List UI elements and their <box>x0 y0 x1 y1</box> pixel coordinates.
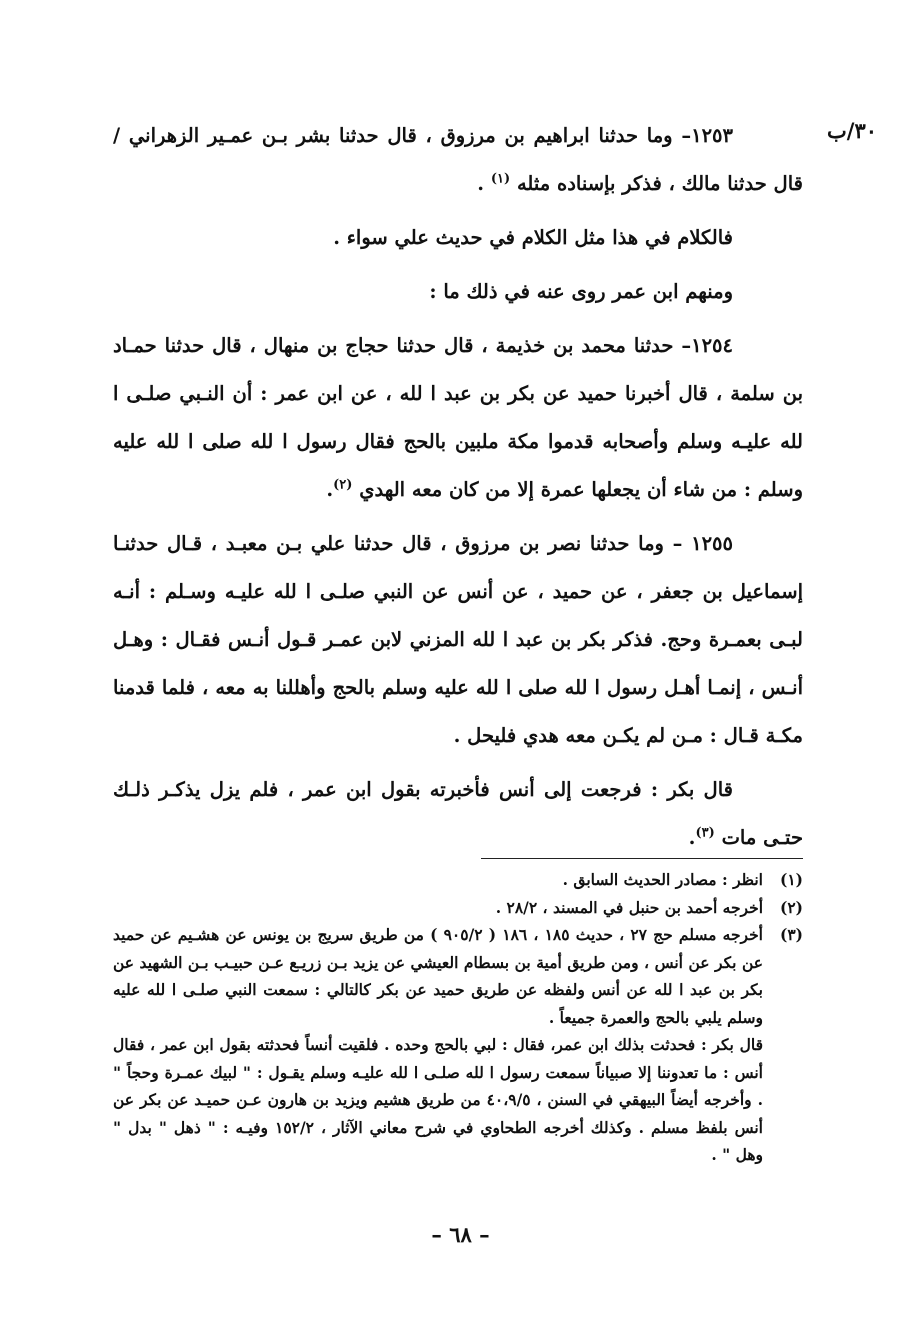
footnote-text: انظر : مصادر الحديث السابق . <box>562 870 763 889</box>
commentary-minhum: ومنهم ابن عمر روى عنه في ذلك ما : <box>429 280 733 303</box>
page-number: – ٦٨ – <box>431 1222 490 1247</box>
footnote-separator <box>481 858 803 859</box>
footnote-ref-2: (٢) <box>333 477 353 493</box>
commentary-bakr <box>113 766 803 862</box>
hadith-1254-tail: . <box>326 478 334 501</box>
footnote-text: أخرجه مسلم حج ٢٧ ، حديث ١٨٥ ، ١٨٦ ( ٩٠٥/٢ ) من طريق سريج بن يونس عن هشـيم عن حميد عن بكر عن أنس ، ومن طريق أمية بن بسطام العيشي عن يزيد بـن زريـع عـن حبيـب بـن الشهيد عن بكر بن عبد ا لله عن أنس ولفظه عن طريق حميد عن بكر كالتالي : سمعت النبي صلـى ا لله عليه وسلم يلبي بالحج والعمرة جميعاً . <box>113 925 763 1027</box>
hadith-1253-tail: . <box>477 172 491 195</box>
margin-folio-note: ٣٠/ب <box>826 118 877 143</box>
commentary-kalam: فالكلام في هذا مثل الكلام في حديث علي سواء . <box>333 226 733 249</box>
hadith-1255: ١٢٥٥ – وما حدثنا نصر بن مرزوق ، قال حدثنا علي بـن معبـد ، قـال حدثنـا إسماعيل بن جعفر ، عن حميد ، عن أنس عن النبي صلـى ا لله عليـه وسـلم : أنـه لبـى بعمـرة وحج. فذكر بكر بن عبد ا لله المزني لابن عمـر قـول أنـس فقـال : وهـل أنـس ، إنمـا أهـل رسول ا لله صلى ا لله عليه وسلم بالحج وأهللنا به معه ، فلما قدمنا مكـة قـال : مـن لم يكـن معه هدي فليحل . <box>113 532 803 747</box>
hadith-1254 <box>113 322 803 514</box>
footnote-2 <box>113 894 803 922</box>
commentary-bakr-tail: . <box>688 826 696 849</box>
footnote-3 <box>113 921 803 1169</box>
main-text-body <box>113 112 803 868</box>
footnote-body <box>113 921 763 1169</box>
hadith-1254-text: ١٢٥٤– حدثنا محمد بن خذيمة ، قال حدثنا حجاج بن منهال ، قال حدثنا حمـاد بن سلمة ، قال أخبرنا حميد عن بكر بن عبد ا لله ، عن ابن عمر : أن النـبي صلـى ا لله عليـه وسلم وأصحابه قدموا مكة ملبين بالحج فقال رسول ا لله صلى ا لله عليه وسلم : من شاء أن يجعلها عمرة إلا من كان معه الهدي <box>113 334 803 501</box>
footnote-ref-1: (١) <box>490 171 511 187</box>
commentary-bakr-text: قال بكر : فرجعت إلى أنس فأخبرته بقول ابن عمر ، فلم يزل يذكـر ذلـك حتـى مات <box>113 778 803 849</box>
hadith-1253 <box>113 112 803 208</box>
footnote-text: أخرجه أحمد بن حنبل في المسند ، ٢٨/٢ . <box>495 897 763 917</box>
hadith-1253-text: ١٢٥٣– وما حدثنا ابراهيم بن مرزوق ، قال حدثنا بشر بـن عمـير الزهراني / قال حدثنا مالك ، فذكر بإسناده مثله <box>113 124 803 195</box>
footnote-ref-3: (٣) <box>695 825 715 841</box>
footnotes-section <box>113 866 803 1169</box>
footnote-number: (٣) <box>779 925 803 944</box>
footnote-number: (٢) <box>779 897 803 917</box>
footnote-continuation: قال بكر : فحدثت بذلك ابن عمر، فقال : لبي بالحج وحده . فلقيت أنساً فحدثته بقول ابن عمر ، فقال أنس : ما تعدوننا إلا صبياناً سمعت رسول ا لله صلـى ا لله عليـه وسلم يقـول : " لبيك عمـرة وحجاً " . وأخرجه أيضاً البيهقي في السنن ، ٤٠،٩/٥ من طريق هشيم ويزيد بن هارون عـن حميـد عن بكر عن أنس بلفظ مسلم . وكذلك أخرجه الطحاوي في شرح معاني الآثار ، ١٥٢/٢ وفيـه : " ذهل " بدل " وهل " . <box>113 1035 763 1164</box>
footnote-1 <box>113 866 803 894</box>
footnote-number: (١) <box>779 870 803 889</box>
